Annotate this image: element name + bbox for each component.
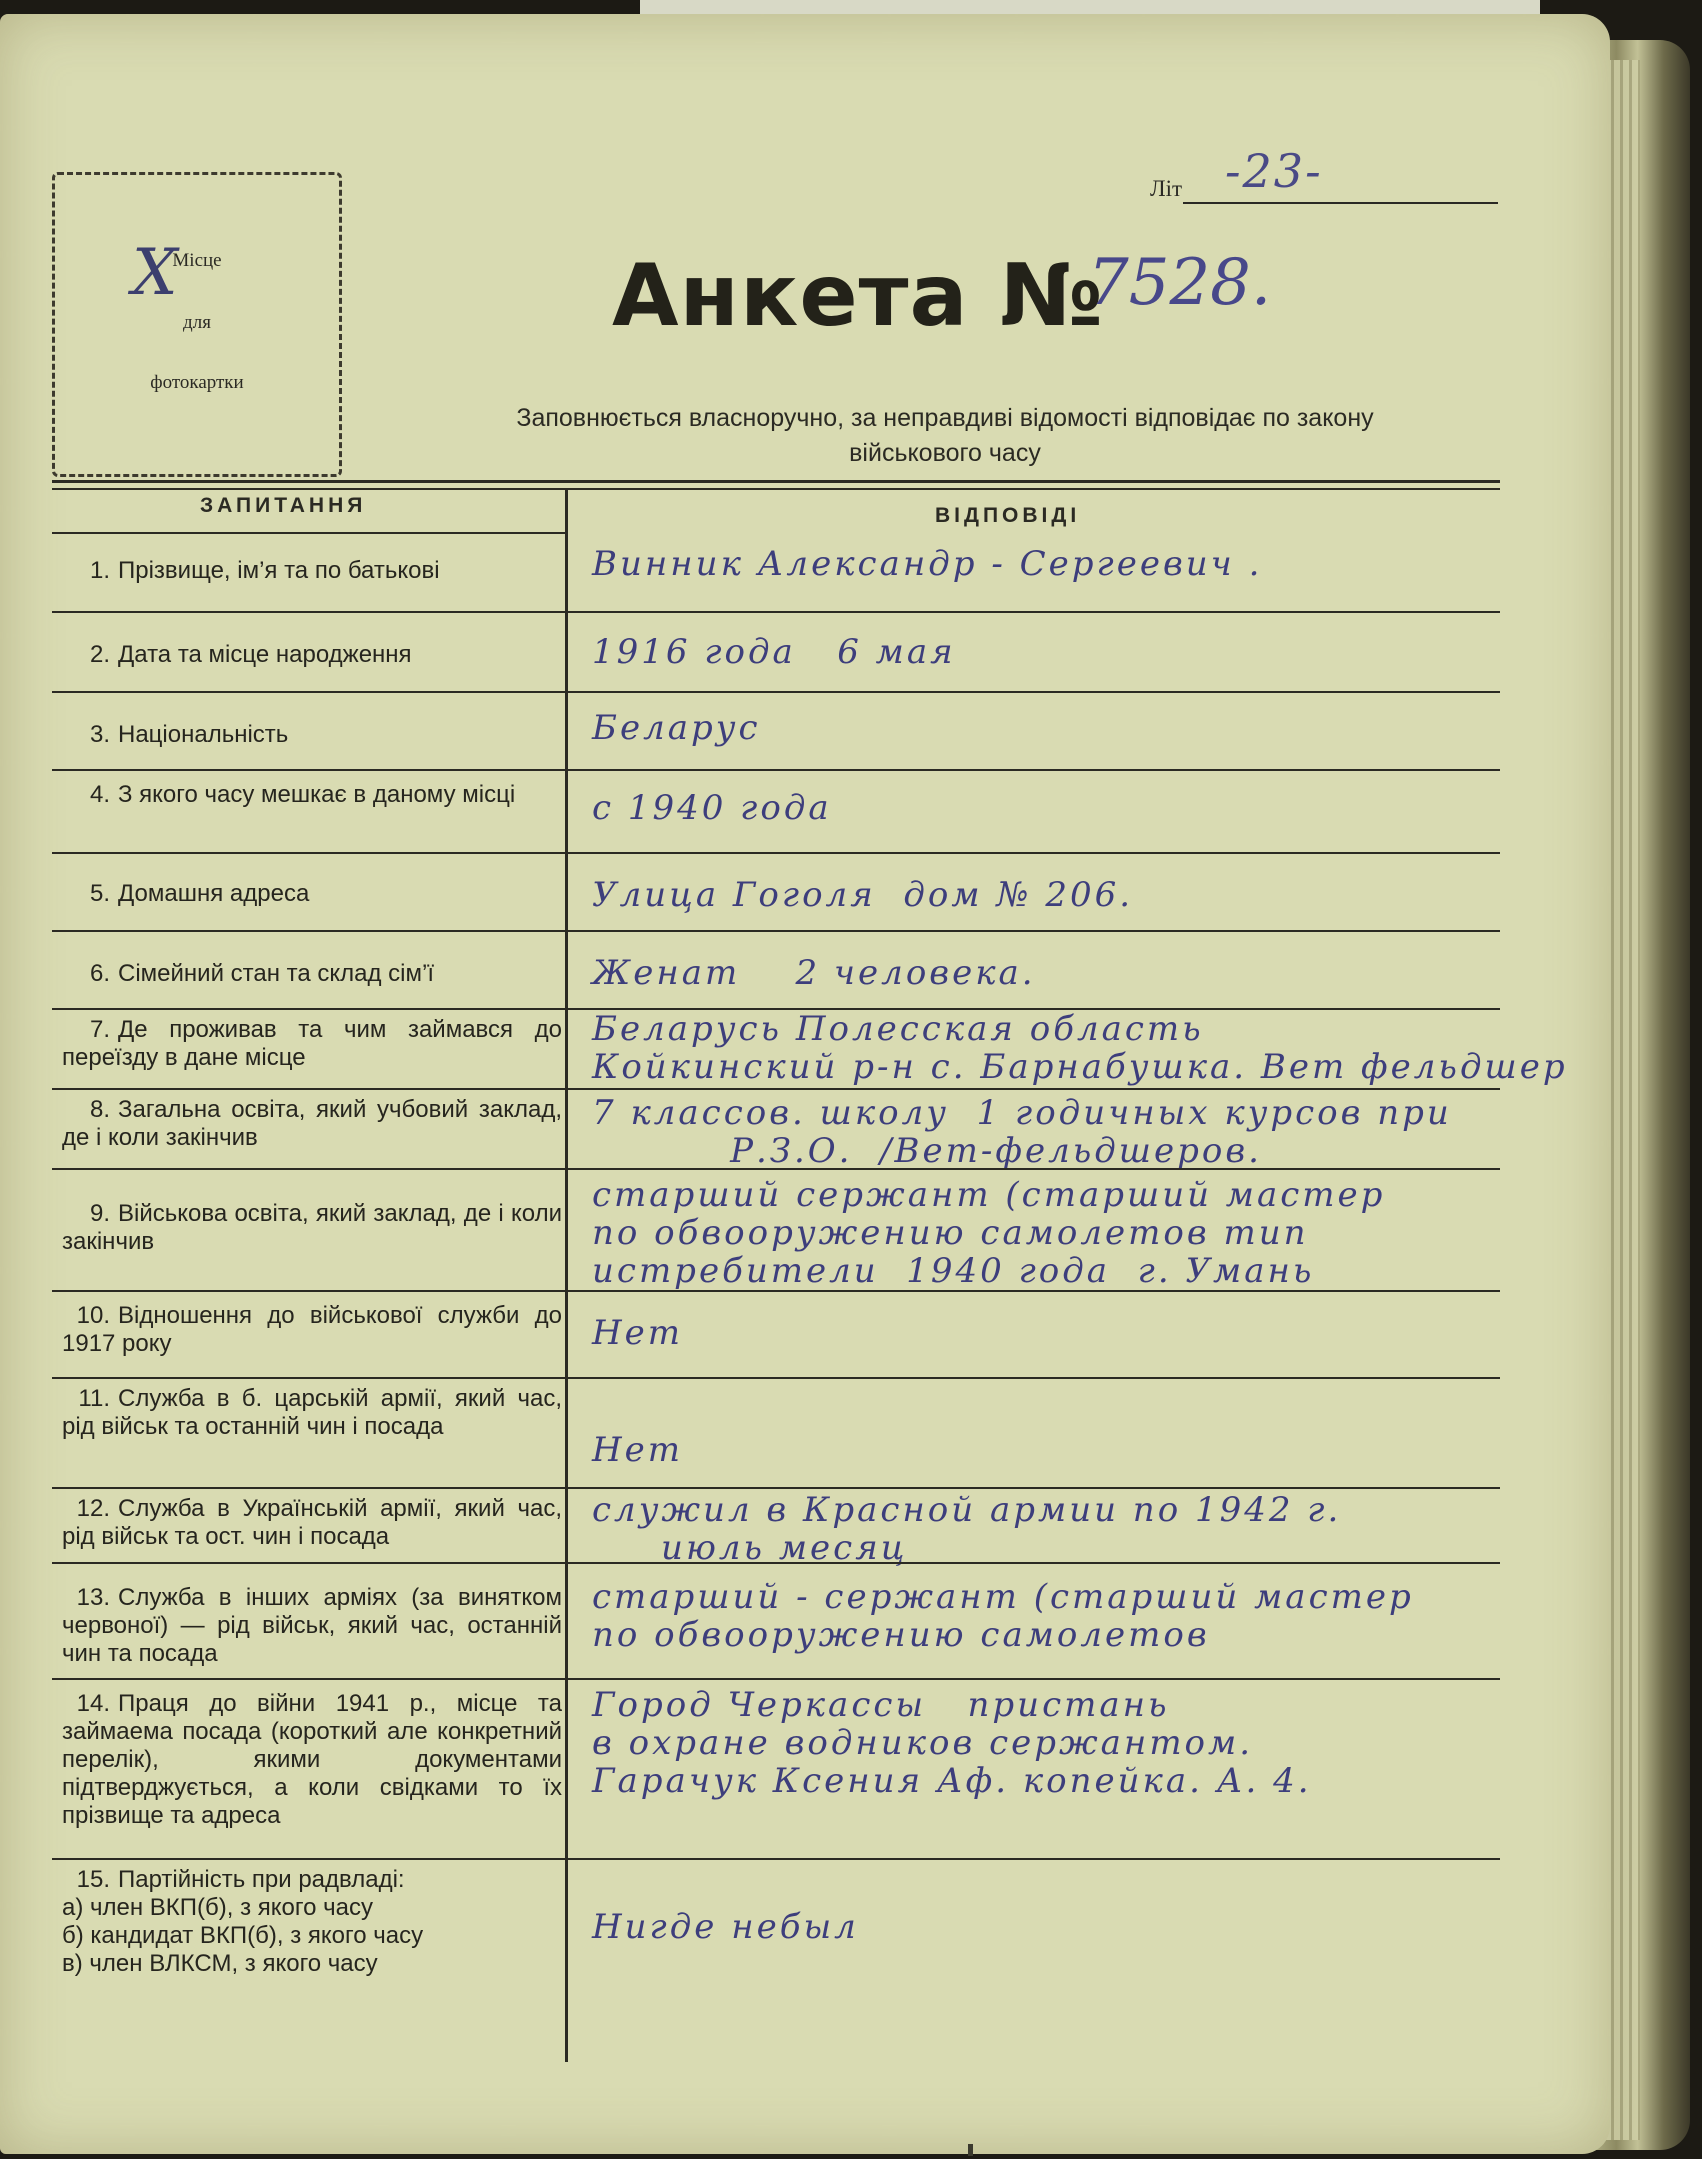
photo-mark: Х xyxy=(132,236,178,310)
subtitle-line-2: військового часу xyxy=(849,439,1041,467)
question-number: 5. xyxy=(89,880,110,907)
question-label: Де проживав та чим займався до переїзду в дане місце xyxy=(62,1016,562,1071)
form-row xyxy=(52,693,1500,771)
question-number: 15. xyxy=(76,1866,110,1893)
form-row xyxy=(52,1564,1500,1680)
form-row xyxy=(52,1009,1568,1090)
photo-label-3: фотокартки xyxy=(150,372,244,393)
question-number: 14. xyxy=(76,1690,110,1717)
question-text xyxy=(62,641,562,669)
question-label: Сімейний стан та склад сім’ї xyxy=(118,960,435,987)
handwritten-answer: старший сержант (старший мастер по обвооружению самолетов тип истребители 1940 года г. Умань xyxy=(592,1175,1386,1291)
question-number: 12. xyxy=(76,1495,110,1522)
question-text xyxy=(62,557,562,585)
question-text xyxy=(62,960,562,988)
handwritten-answer: служил в Красной армии по 1942 г. июль месяц xyxy=(592,1490,1342,1568)
question-text xyxy=(62,1200,562,1256)
handwritten-answer: Нет xyxy=(592,1313,684,1353)
question-label: З якого часу мешкає в даному місці xyxy=(118,781,516,808)
handwritten-answer: Нигде небыл xyxy=(592,1907,859,1947)
form-row xyxy=(52,1680,1500,1860)
question-text xyxy=(62,1016,562,1072)
handwritten-answer: Улица Гоголя дом № 206. xyxy=(592,875,1134,915)
question-label: Служба в інших арміях (за винятком червоної) — рід військ, який час, останній чин та посада xyxy=(62,1584,562,1667)
question-text xyxy=(62,781,562,809)
handwritten-answer: Беларус xyxy=(592,708,761,748)
question-text xyxy=(62,1584,562,1668)
form-row xyxy=(52,613,1500,693)
questions-header: ЗАПИТАННЯ xyxy=(200,494,367,517)
form-row xyxy=(52,1860,1500,2050)
handwritten-answer: Нет xyxy=(592,1430,684,1470)
form-number: 7528. xyxy=(1088,246,1272,320)
question-text xyxy=(62,721,562,749)
subtitle-line-1: Заповнюється власноручно, за неправдиві відомості відповідає по закону xyxy=(516,404,1374,432)
form-row xyxy=(52,1292,1500,1379)
question-label: Національність xyxy=(118,721,289,748)
question-label: Прізвище, ім’я та по батькові xyxy=(118,557,440,584)
question-number: 6. xyxy=(89,960,110,987)
question-number: 8. xyxy=(89,1096,110,1123)
question-label: Партійність при радвладі: а) член ВКП(б), з якого часу б) кандидат ВКП(б), з якого часу в) член ВЛКСМ, з якого часу xyxy=(62,1866,424,1977)
question-label: Служба в Українській армії, який час, рід військ та ост. чин і посада xyxy=(62,1495,562,1550)
handwritten-answer: с 1940 года xyxy=(592,788,832,828)
photo-placeholder xyxy=(52,172,342,477)
question-label: Дата та місце народження xyxy=(118,641,412,668)
handwritten-answer: Женат 2 человека. xyxy=(592,953,1036,993)
form-row xyxy=(52,537,1500,613)
question-label: Загальна освіта, який учбовий заклад, де і коли закінчив xyxy=(62,1096,562,1151)
form-row xyxy=(52,771,1500,854)
form-title: Анкета № xyxy=(612,246,1104,346)
form-subtitle xyxy=(380,401,1510,471)
question-label: Відношення до військової служби до 1917 року xyxy=(62,1302,562,1357)
handwritten-answer: 1916 года 6 мая xyxy=(592,632,956,672)
question-number: 7. xyxy=(89,1016,110,1043)
questions-header-rule xyxy=(52,532,565,534)
handwritten-answer: 7 классов. школу 1 годичных курсов при Р.З.О. /Вет-фельдшеров. xyxy=(592,1093,1452,1171)
question-label: Праця до війни 1941 р., місце та займаема посада (короткий але конкретний перелік), якими документами підтверджується, а коли свідками то їх прізвище та адреса xyxy=(62,1690,562,1829)
form-row xyxy=(52,932,1500,1010)
question-label: Домашня адреса xyxy=(118,880,310,907)
form-page xyxy=(0,14,1610,2154)
handwritten-answer: Беларусь Полесская область Койкинский р-н с. Барнабушка. Вет фельдшер xyxy=(592,1009,1568,1087)
question-text xyxy=(62,1866,562,1978)
photo-label-1: Місце xyxy=(172,250,222,271)
form-row xyxy=(52,1090,1500,1170)
form-row xyxy=(52,1379,1500,1489)
question-number: 4. xyxy=(89,781,110,808)
question-number: 13. xyxy=(76,1584,110,1611)
question-text xyxy=(62,880,562,908)
handwritten-answer: старший - сержант (старший мастер по обвооружению самолетов xyxy=(592,1577,1414,1655)
photo-label-2: для xyxy=(183,312,211,333)
lit-label: Літ xyxy=(1150,176,1183,201)
question-label: Військова освіта, який заклад, де і коли закінчив xyxy=(62,1200,562,1255)
form-row xyxy=(52,1489,1500,1568)
form-row xyxy=(52,1170,1500,1292)
handwritten-answer: Винник Александр - Сергеевич . xyxy=(592,544,1263,584)
ink-mark xyxy=(968,2144,973,2156)
question-text xyxy=(62,1302,562,1358)
question-label: Служба в б. царській армії, який час, рід військ та останній чин і посада xyxy=(62,1385,562,1440)
question-number: 1. xyxy=(89,557,110,584)
question-text xyxy=(62,1690,562,1830)
lit-line xyxy=(1183,202,1498,204)
header-rule xyxy=(52,480,1500,483)
question-number: 9. xyxy=(89,1200,110,1227)
handwritten-answer: Город Черкассы пристань в охране водников сержантом. Гарачук Ксения Аф. копейка. А. 4. xyxy=(592,1685,1312,1801)
question-number: 10. xyxy=(76,1302,110,1329)
answers-header: ВІДПОВІДІ xyxy=(935,504,1081,527)
form-row xyxy=(52,854,1500,932)
header-rule-2 xyxy=(52,488,1500,490)
question-number: 11. xyxy=(78,1385,110,1412)
lit-value: -23- xyxy=(1225,144,1323,198)
question-text xyxy=(62,1385,562,1441)
question-number: 3. xyxy=(89,721,110,748)
question-number: 2. xyxy=(89,641,110,668)
question-text xyxy=(62,1495,562,1551)
question-text xyxy=(62,1096,562,1152)
